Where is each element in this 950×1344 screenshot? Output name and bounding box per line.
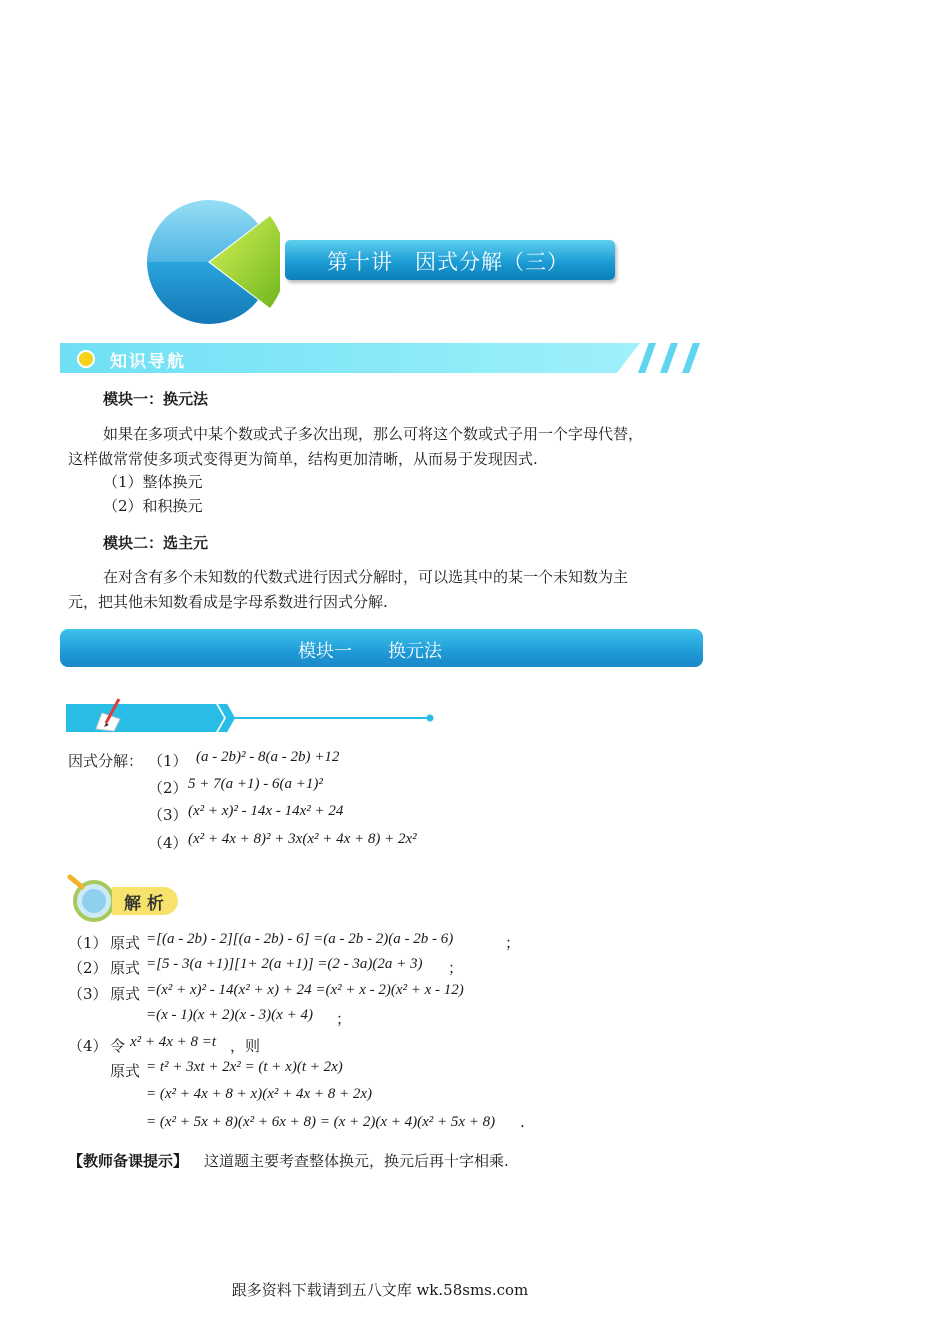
- decor-slash: [682, 343, 700, 373]
- module-bar-label: 模块一 换元法: [298, 641, 442, 662]
- module1-item1: （1）整体换元: [103, 473, 203, 491]
- q1-expression: (a - 2b)² - 8(a - 2b) +12: [196, 749, 340, 765]
- s3-semicolon: ；: [336, 1010, 352, 1028]
- decor-slash: [660, 343, 678, 373]
- s2-semicolon: ；: [448, 959, 464, 977]
- s4-substitution: x² + 4x + 8 =t: [130, 1034, 217, 1050]
- module2-heading: 模块二：选主元: [103, 534, 209, 552]
- s3-expression-b: =(x - 1)(x + 2)(x - 3)(x + 4): [146, 1007, 313, 1023]
- module1-para-line1: 如果在多项式中某个数或式子多次出现，那么可将这个数或式子用一个字母代替，: [103, 425, 644, 443]
- s1-semicolon: ；: [505, 934, 521, 952]
- s2-lead: 原式: [110, 959, 141, 977]
- footer-text: 跟多资料下载请到五八文库 wk.58sms.com: [231, 1281, 529, 1299]
- s4-then: ，则: [230, 1037, 261, 1055]
- bullet-icon: [77, 350, 95, 368]
- s1-lead: 原式: [110, 934, 141, 952]
- q1-number: （1）: [148, 752, 188, 770]
- pie-logo-icon: [140, 198, 280, 326]
- s3-number: （3）: [68, 985, 108, 1003]
- s4-lead: 原式: [110, 1062, 141, 1080]
- q4-number: （4）: [148, 834, 188, 852]
- s4-period: ·: [520, 1117, 525, 1135]
- module-bar: [60, 629, 703, 667]
- module2-para-line1: 在对含有多个未知数的代数式进行因式分解时，可以选其中的某一个未知数为主: [103, 568, 629, 586]
- q2-expression: 5 + 7(a +1) - 6(a +1)²: [188, 776, 323, 792]
- q3-expression: (x² + x)² - 14x - 14x² + 24: [188, 803, 344, 819]
- q2-number: （2）: [148, 779, 188, 797]
- s2-number: （2）: [68, 959, 108, 977]
- magnifier-icon: [66, 873, 118, 923]
- lesson-title: 第十讲 因式分解（三）: [327, 250, 569, 274]
- s1-number: （1）: [68, 934, 108, 952]
- s4-expression-c: = (x² + 5x + 8)(x² + 6x + 8) = (x + 2)(x + 4)(x² + 5x + 8): [146, 1114, 496, 1130]
- q4-expression: (x² + 4x + 8)² + 3x(x² + 4x + 8) + 2x²: [188, 831, 417, 847]
- lesson-title-bar: [285, 240, 615, 280]
- module1-item2: （2）和积换元: [103, 497, 203, 515]
- module1-heading: 模块一：换元法: [103, 390, 209, 408]
- s3-expression-a: =(x² + x)² - 14(x² + x) + 24 =(x² + x - 2)(x² + x - 12): [146, 982, 464, 998]
- pencil-icon: [92, 695, 128, 733]
- s2-expression: =[5 - 3(a +1)][1+ 2(a +1)] =(2 - 3a)(2a + 3): [146, 956, 423, 972]
- s4-number: （4）: [68, 1037, 108, 1055]
- analysis-badge-label: 解 析: [124, 894, 164, 914]
- q3-number: （3）: [148, 806, 188, 824]
- s4-expression-b: = (x² + 4x + 8 + x)(x² + 4x + 8 + 2x): [146, 1086, 373, 1102]
- module2-para-line2: 元，把其他未知数看成是字母系数进行因式分解.: [68, 593, 388, 611]
- s3-lead: 原式: [110, 985, 141, 1003]
- decor-slash: [638, 343, 656, 373]
- teacher-tip-text: 这道题主要考查整体换元，换元后再十字相乘.: [204, 1152, 509, 1170]
- example-prompt: 因式分解：: [68, 752, 144, 770]
- module1-para-line2: 这样做常常使多项式变得更为简单，结构更加清晰，从而易于发现因式.: [68, 450, 538, 468]
- s1-expression: =[(a - 2b) - 2][(a - 2b) - 6] =(a - 2b - 2)(a - 2b - 6): [146, 931, 454, 947]
- s4-let: 令: [110, 1037, 126, 1055]
- s4-expression-a: = t² + 3xt + 2x² = (t + x)(t + 2x): [146, 1059, 343, 1075]
- knowledge-nav-label: 知识导航: [110, 352, 186, 372]
- teacher-tip-label: 【教师备课提示】: [68, 1152, 189, 1170]
